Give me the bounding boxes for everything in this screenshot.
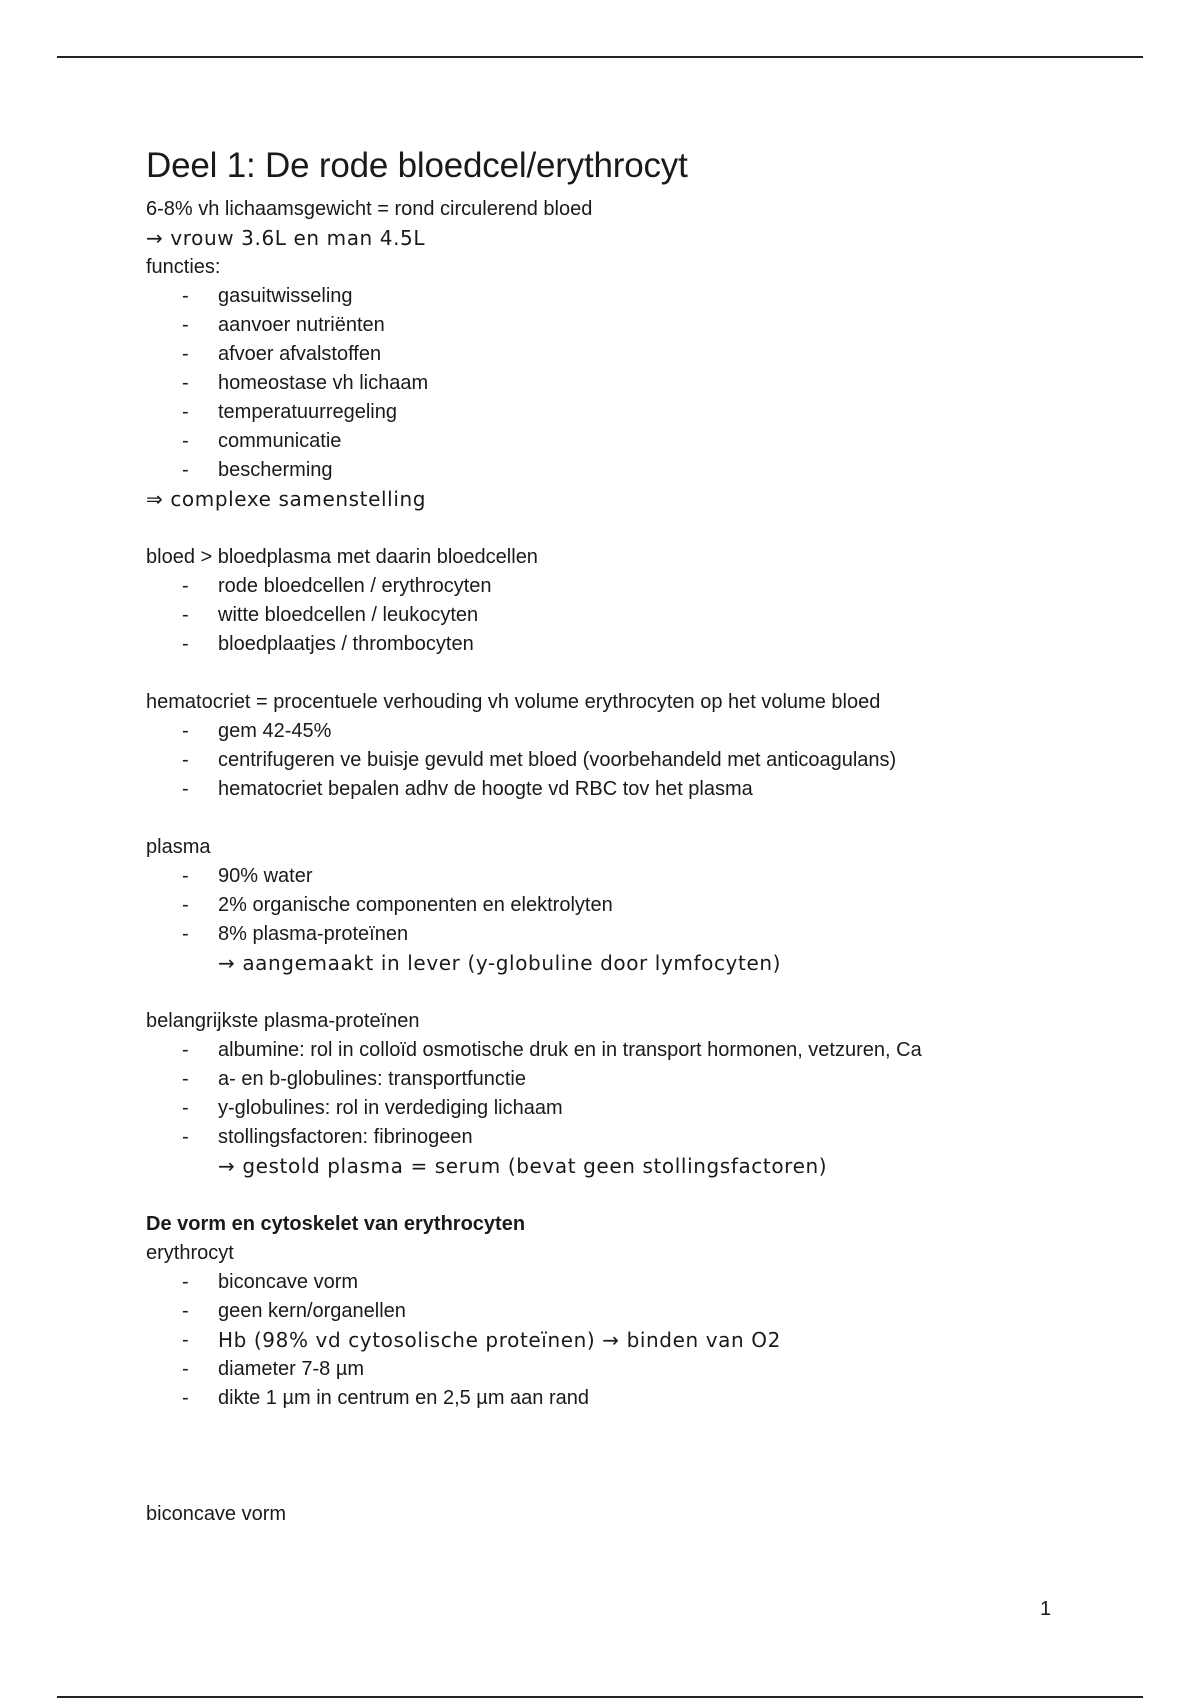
list-item: [146, 775, 1146, 804]
functies-conclusion: ⇒ complexe samenstelling: [146, 487, 427, 511]
dash-bullet: -: [182, 575, 189, 597]
list-item-text: stollingsfactoren: fibrinogeen: [218, 1126, 473, 1148]
list-item: [146, 456, 1146, 485]
plasma-heading: plasma: [146, 836, 211, 858]
spacer: [146, 804, 1146, 833]
list-item: [146, 920, 1146, 949]
dash-bullet: -: [182, 372, 189, 394]
dash-bullet: -: [182, 285, 189, 307]
dash-bullet: -: [182, 1300, 189, 1322]
bloed-heading: bloed > bloedplasma met daarin bloedcellen: [146, 546, 538, 568]
list-item: [146, 1065, 1146, 1094]
list-item-text: gasuitwisseling: [218, 285, 353, 307]
list-item: [146, 398, 1146, 427]
hematocriet-list: [146, 717, 1146, 804]
dash-bullet: -: [182, 401, 189, 423]
dash-bullet: -: [182, 343, 189, 365]
list-item: [146, 746, 1146, 775]
list-item: [146, 1094, 1146, 1123]
list-item: [146, 601, 1146, 630]
list-item-text: biconcave vorm: [218, 1271, 359, 1293]
list-item: [146, 427, 1146, 456]
erythrocyt-subheading: erythrocyt: [146, 1242, 234, 1264]
list-item-text: Hb (98% vd cytosolische proteïnen) → binden van O2: [218, 1328, 781, 1352]
dash-bullet: -: [182, 720, 189, 742]
dash-bullet: -: [182, 1329, 189, 1351]
header-rule: [57, 56, 1143, 58]
dash-bullet: -: [182, 430, 189, 452]
spacer: [146, 514, 1146, 543]
list-item-text: hematocriet bepalen adhv de hoogte vd RBC tov het plasma: [218, 778, 753, 800]
list-item-text: 90% water: [218, 865, 313, 887]
dash-bullet: -: [182, 1126, 189, 1148]
list-item-text: communicatie: [218, 430, 342, 452]
list-item-text: afvoer afvalstoffen: [218, 343, 382, 365]
list-item: [146, 1123, 1146, 1152]
list-item-text: geen kern/organellen: [218, 1300, 406, 1322]
list-item-text: a- en b-globulines: transportfunctie: [218, 1068, 526, 1090]
proteinen-heading: belangrijkste plasma-proteïnen: [146, 1010, 420, 1032]
dash-bullet: -: [182, 314, 189, 336]
list-item: [146, 1297, 1146, 1326]
list-item-text: 8% plasma-proteïnen: [218, 923, 409, 945]
page-number: 1: [1040, 1598, 1052, 1620]
section-heading: De vorm en cytoskelet van erythrocyten: [146, 1213, 526, 1235]
list-item-text: rode bloedcellen / erythrocyten: [218, 575, 492, 597]
list-item: [146, 717, 1146, 746]
spacer: [146, 659, 1146, 688]
functies-list: [146, 282, 1146, 485]
list-item: [146, 1384, 1146, 1413]
list-item: [146, 572, 1146, 601]
hematocriet-heading: hematocriet = procentuele verhouding vh volume erythrocyten op het volume bloed: [146, 691, 881, 713]
list-item-text: bloedplaatjes / thrombocyten: [218, 633, 474, 655]
list-item: [146, 311, 1146, 340]
list-item: [146, 369, 1146, 398]
list-item: [146, 1268, 1146, 1297]
bloed-list: [146, 572, 1146, 659]
dash-bullet: -: [182, 1097, 189, 1119]
list-item-text: albumine: rol in colloïd osmotische druk en in transport hormonen, vetzuren, Ca: [218, 1039, 922, 1061]
list-item: [146, 340, 1146, 369]
dash-bullet: -: [182, 923, 189, 945]
spacer: [146, 978, 1146, 1007]
list-item-text: diameter 7-8 µm: [218, 1358, 365, 1380]
proteinen-list: [146, 1036, 1146, 1152]
list-item-text: aanvoer nutriënten: [218, 314, 385, 336]
list-item-text: witte bloedcellen / leukocyten: [218, 604, 479, 626]
intro-line-blood-weight: 6-8% vh lichaamsgewicht = rond circulerend bloed: [146, 198, 593, 220]
list-item-text: bescherming: [218, 459, 333, 481]
list-item-text: gem 42-45%: [218, 720, 332, 742]
list-item: [146, 862, 1146, 891]
footer-rule: [57, 1696, 1143, 1698]
dash-bullet: -: [182, 1387, 189, 1409]
dash-bullet: -: [182, 865, 189, 887]
list-item-text: y-globulines: rol in verdediging lichaam: [218, 1097, 563, 1119]
dash-bullet: -: [182, 1068, 189, 1090]
proteinen-note: → gestold plasma = serum (bevat geen stollingsfactoren): [218, 1154, 828, 1178]
dash-bullet: -: [182, 604, 189, 626]
list-item: [146, 1355, 1146, 1384]
list-item: [146, 1326, 1146, 1355]
list-item: [146, 891, 1146, 920]
page-title: Deel 1: De rode bloedcel/erythrocyt: [146, 146, 688, 185]
functies-heading: functies:: [146, 256, 221, 278]
dash-bullet: -: [182, 778, 189, 800]
document-body: [146, 143, 1146, 1529]
dash-bullet: -: [182, 1358, 189, 1380]
dash-bullet: -: [182, 1039, 189, 1061]
spacer: [146, 1181, 1146, 1210]
list-item-text: temperatuurregeling: [218, 401, 397, 423]
intro-line-volume: → vrouw 3.6L en man 4.5L: [146, 226, 426, 250]
dash-bullet: -: [182, 1271, 189, 1293]
dash-bullet: -: [182, 749, 189, 771]
plasma-note: → aangemaakt in lever (y-globuline door lymfocyten): [218, 951, 782, 975]
list-item-text: centrifugeren ve buisje gevuld met bloed (voorbehandeld met anticoagulans): [218, 749, 897, 771]
plasma-list: [146, 862, 1146, 949]
list-item: [146, 630, 1146, 659]
biconcave-label: biconcave vorm: [146, 1503, 287, 1525]
list-item: [146, 1036, 1146, 1065]
dash-bullet: -: [182, 894, 189, 916]
list-item: [146, 282, 1146, 311]
dash-bullet: -: [182, 459, 189, 481]
vorm-list: [146, 1268, 1146, 1413]
list-item-text: dikte 1 µm in centrum en 2,5 µm aan rand: [218, 1387, 590, 1409]
list-item-text: 2% organische componenten en elektrolyten: [218, 894, 613, 916]
dash-bullet: -: [182, 633, 189, 655]
list-item-text: homeostase vh lichaam: [218, 372, 429, 394]
spacer: [146, 1413, 1146, 1500]
